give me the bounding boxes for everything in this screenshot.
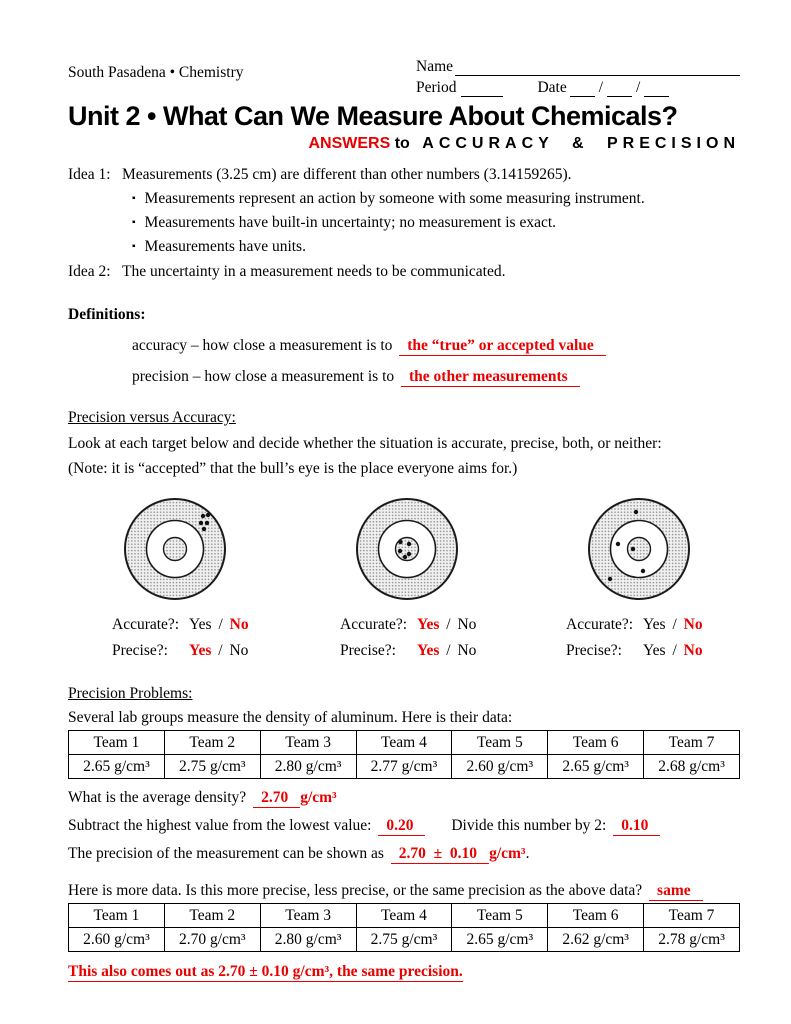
target-3-precise xyxy=(566,641,740,660)
precision-shown-prompt: The precision of the measurement can be shown as xyxy=(68,845,384,862)
target-3-answers xyxy=(566,608,740,660)
target-2-precise xyxy=(340,641,514,660)
precision-shown-as-line xyxy=(68,844,740,863)
table1-header-cell: Team 4 xyxy=(356,731,452,755)
accuracy-answer: the “true” or accepted value xyxy=(399,337,606,356)
name-line xyxy=(416,58,740,76)
name-blank-line xyxy=(455,59,740,76)
square-bullet-icon: ▪ xyxy=(132,241,136,252)
yes-option: Yes xyxy=(189,616,212,633)
table1-intro: Several lab groups measure the density of aluminum. Here is their data: xyxy=(68,709,513,726)
yes-option-selected: Yes xyxy=(189,642,212,659)
precision-answer: the other measurements xyxy=(401,368,580,387)
targets-intro: Look at each target below and decide whether the situation is accurate, precise, both, or neither: xyxy=(68,435,662,452)
subtract-prompt: Subtract the highest value from the lowest value: xyxy=(68,817,372,834)
average-density-prompt: What is the average density? xyxy=(68,789,247,806)
definitions-heading: Definitions: xyxy=(68,306,146,323)
no-option: No xyxy=(229,642,249,659)
table1-value-cell: 2.75 g/cm³ xyxy=(164,755,260,779)
shot-dot xyxy=(206,513,210,517)
targets-row xyxy=(68,494,740,604)
table2-header-cell: Team 4 xyxy=(356,904,452,928)
precision-definition xyxy=(132,367,740,386)
more-data-prompt: Here is more data. Is this more precise, less precise, or the same precision as the above data? xyxy=(68,882,643,899)
divide-prompt: Divide this number by 2: xyxy=(451,817,607,834)
bullet-3-text: Measurements have units. xyxy=(144,238,306,255)
yes-option: Yes xyxy=(643,642,666,659)
shot-dot xyxy=(201,514,205,518)
period-blank-line xyxy=(461,81,503,97)
square-bullet-icon: ▪ xyxy=(132,217,136,228)
header xyxy=(68,58,740,97)
table-value-row xyxy=(69,755,740,779)
average-density-question xyxy=(68,788,740,807)
target-1-answers xyxy=(112,608,286,660)
slash-separator: / xyxy=(672,616,677,633)
precise-label: Precise?: xyxy=(340,642,396,659)
slash-separator: / xyxy=(672,642,677,659)
page-title: Unit 2 • What Can We Measure About Chemicals? xyxy=(68,101,678,131)
table2-header-cell: Team 3 xyxy=(260,904,356,928)
target-2-accurate xyxy=(340,615,514,634)
table1-value-cell: 2.68 g/cm³ xyxy=(644,755,740,779)
slash-separator: / xyxy=(446,616,451,633)
accurate-label: Accurate?: xyxy=(566,616,634,633)
precise-label: Precise?: xyxy=(112,642,168,659)
divide-answer: 0.10 xyxy=(613,817,660,836)
more-data-answer: same xyxy=(649,882,703,901)
precision-vs-accuracy-heading: Precision versus Accuracy: xyxy=(68,409,236,426)
table2-header-cell: Team 7 xyxy=(644,904,740,928)
table-value-row xyxy=(69,928,740,952)
table-header-row xyxy=(69,731,740,755)
slash-separator: / xyxy=(446,642,451,659)
precision-problems-heading: Precision Problems: xyxy=(68,685,193,702)
precision-shown-answer: 2.70 ± 0.10 xyxy=(391,845,489,864)
precision-shown-unit: g/cm³ xyxy=(489,845,526,862)
bullet-1-text: Measurements represent an action by someone with some measuring instrument. xyxy=(144,190,645,207)
table1-header-cell: Team 5 xyxy=(452,731,548,755)
date-label: Date xyxy=(537,79,567,96)
table1-value-cell: 2.77 g/cm³ xyxy=(356,755,452,779)
target-1-accurate xyxy=(112,615,286,634)
date-blank-year xyxy=(644,81,669,97)
density-table-2 xyxy=(68,903,740,952)
idea-1-label: Idea 1: xyxy=(68,166,111,183)
no-option: No xyxy=(457,616,477,633)
yes-option: Yes xyxy=(643,616,666,633)
shot-dot xyxy=(616,542,620,546)
date-blank-day xyxy=(607,81,632,97)
date-slash: / xyxy=(636,79,641,96)
target-3-image xyxy=(584,494,694,604)
density-table-1 xyxy=(68,730,740,779)
idea-2 xyxy=(68,262,740,281)
name-block xyxy=(416,58,740,97)
yes-option-selected: Yes xyxy=(417,642,440,659)
target-2-answers xyxy=(340,608,514,660)
table2-value-cell: 2.65 g/cm³ xyxy=(452,928,548,952)
table1-value-cell: 2.80 g/cm³ xyxy=(260,755,356,779)
subtract-divide-question xyxy=(68,816,740,835)
table1-header-cell: Team 7 xyxy=(644,731,740,755)
shot-dot xyxy=(202,527,206,531)
date-blank-month xyxy=(570,81,595,97)
no-option-selected: No xyxy=(683,616,703,633)
no-option: No xyxy=(457,642,477,659)
accurate-label: Accurate?: xyxy=(112,616,180,633)
shot-dot xyxy=(608,577,612,581)
table2-header-cell: Team 2 xyxy=(164,904,260,928)
idea-2-label: Idea 2: xyxy=(68,263,111,280)
shot-dot xyxy=(205,521,209,525)
subtitle xyxy=(68,135,740,153)
bullet-2-text: Measurements have built-in uncertainty; no measurement is exact. xyxy=(144,214,557,231)
table1-header-cell: Team 1 xyxy=(69,731,165,755)
table-header-row xyxy=(69,904,740,928)
slash-separator: / xyxy=(218,642,223,659)
shot-dot xyxy=(631,547,635,551)
conclusion-text: This also comes out as 2.70 ± 0.10 g/cm³, the same precision. xyxy=(68,963,463,980)
table2-value-cell: 2.75 g/cm³ xyxy=(356,928,452,952)
period-date-line xyxy=(416,79,740,97)
no-option-selected: No xyxy=(683,642,703,659)
target-2-image xyxy=(352,494,462,604)
answers-word: ANSWERS xyxy=(308,135,391,152)
table2-value-cell: 2.60 g/cm³ xyxy=(69,928,165,952)
target-answers-row xyxy=(68,608,740,660)
date-slash: / xyxy=(598,79,604,96)
accuracy-definition xyxy=(132,336,740,355)
idea-1 xyxy=(68,165,740,184)
target-1-precise xyxy=(112,641,286,660)
average-density-unit: g/cm³ xyxy=(300,789,337,806)
table1-header-cell: Team 3 xyxy=(260,731,356,755)
shot-dot xyxy=(398,540,402,544)
target-bullseye xyxy=(164,538,187,561)
target-3-accurate xyxy=(566,615,740,634)
name-label: Name xyxy=(416,58,454,75)
shot-dot xyxy=(641,569,645,573)
table1-header-cell: Team 6 xyxy=(548,731,644,755)
conclusion-line xyxy=(68,962,740,981)
table2-header-cell: Team 6 xyxy=(548,904,644,928)
average-density-answer: 2.70 xyxy=(253,789,300,808)
table2-value-cell: 2.78 g/cm³ xyxy=(644,928,740,952)
target-1-image xyxy=(120,494,230,604)
accuracy-prefix: accuracy – how close a measurement is to xyxy=(132,337,393,354)
slash-separator: / xyxy=(218,616,223,633)
idea-1-text: Measurements (3.25 cm) are different than other numbers (3.14159265). xyxy=(122,166,572,183)
shot-dot xyxy=(199,521,203,525)
precise-label: Precise?: xyxy=(566,642,622,659)
sentence-period: . xyxy=(525,845,530,862)
shot-dot xyxy=(403,555,407,559)
subtract-answer: 0.20 xyxy=(378,817,425,836)
shot-dot xyxy=(398,549,402,553)
table2-value-cell: 2.62 g/cm³ xyxy=(548,928,644,952)
table2-header-cell: Team 1 xyxy=(69,904,165,928)
school-name: South Pasadena • Chemistry xyxy=(68,64,244,81)
table1-value-cell: 2.65 g/cm³ xyxy=(548,755,644,779)
shot-dot xyxy=(407,552,411,556)
square-bullet-icon: ▪ xyxy=(132,193,136,204)
idea-2-text: The uncertainty in a measurement needs to be communicated. xyxy=(122,263,506,280)
shot-dot xyxy=(634,510,638,514)
period-label: Period xyxy=(416,79,457,96)
table2-value-cell: 2.70 g/cm³ xyxy=(164,928,260,952)
table2-value-cell: 2.80 g/cm³ xyxy=(260,928,356,952)
table1-value-cell: 2.60 g/cm³ xyxy=(452,755,548,779)
subtitle-topic: ACCURACY & PRECISION xyxy=(422,135,740,152)
to-word: to xyxy=(394,135,410,152)
idea-bullet-2 xyxy=(132,213,740,232)
no-option-selected: No xyxy=(229,616,249,633)
table2-header-cell: Team 5 xyxy=(452,904,548,928)
yes-option-selected: Yes xyxy=(417,616,440,633)
shot-dot xyxy=(407,542,411,546)
table1-header-cell: Team 2 xyxy=(164,731,260,755)
more-data-question xyxy=(68,881,740,900)
table1-value-cell: 2.65 g/cm³ xyxy=(69,755,165,779)
accurate-label: Accurate?: xyxy=(340,616,408,633)
idea-bullet-1 xyxy=(132,189,740,208)
idea-bullet-3 xyxy=(132,237,740,256)
precision-prefix: precision – how close a measurement is to xyxy=(132,368,395,385)
targets-note: (Note: it is “accepted” that the bull’s eye is the place everyone aims for.) xyxy=(68,460,518,477)
